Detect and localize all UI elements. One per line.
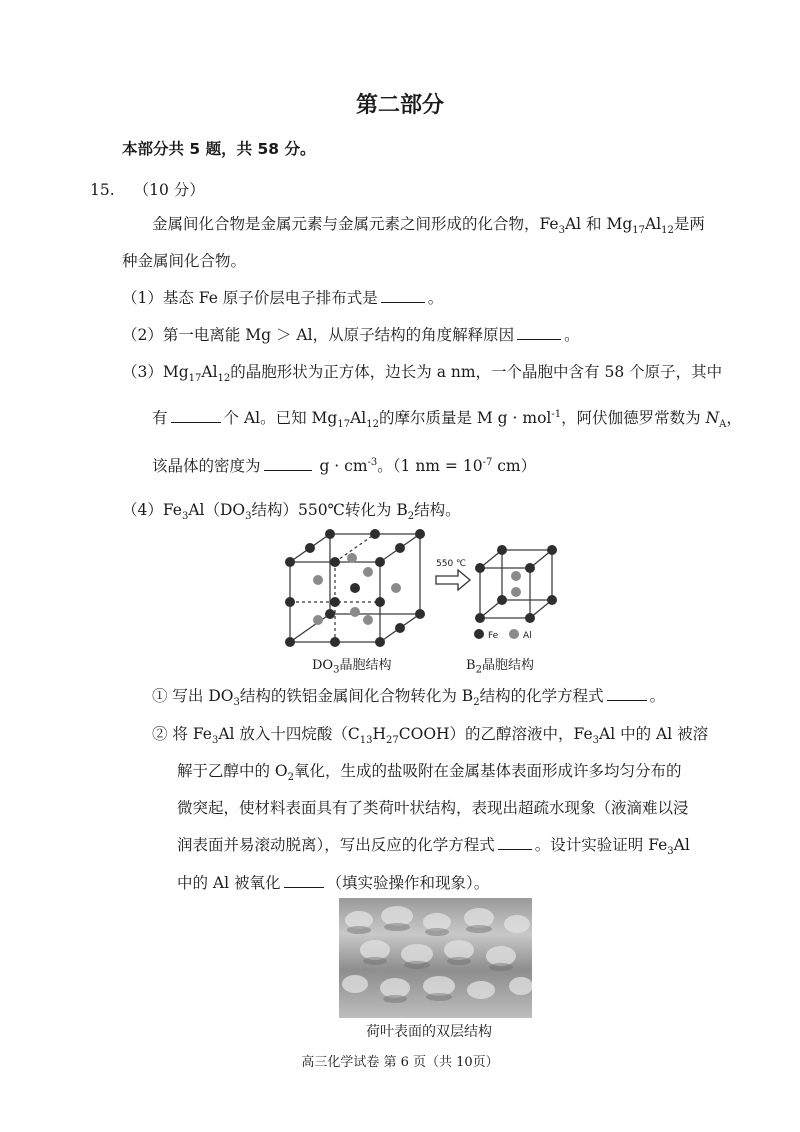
lotus-surface-texture — [339, 898, 532, 1018]
question-number: 15. — [90, 181, 115, 199]
section-title: 第二部分 — [355, 93, 444, 118]
item-2-line3: 微突起，使材料表面具有了类荷叶状结构，表现出超疏水现象（液滴难以浸 — [177, 799, 689, 817]
legend-al-label: Al — [523, 631, 532, 641]
subquestion-1: （1）基态 Fe 原子价层电子排布式是 。 — [122, 289, 444, 307]
fe-atom — [325, 609, 335, 619]
fe-atom — [325, 529, 335, 539]
subquestion-3-line3: 该晶体的密度为 $g \cdot cm^{-3}$。（1 nm = $10^{-7}$ cm） — [152, 456, 537, 475]
fe-atom — [415, 529, 425, 539]
do3-atoms — [285, 529, 425, 647]
b2-cube-front — [480, 568, 530, 618]
fe-atom — [330, 557, 340, 567]
fe-atom — [395, 623, 405, 633]
fe-atom — [475, 613, 485, 623]
answer-blank-1[interactable] — [381, 288, 425, 303]
answer-blank-4c[interactable] — [284, 873, 324, 888]
fe-atom — [547, 595, 557, 605]
legend-al-swatch — [509, 629, 519, 639]
fe-atom — [497, 545, 507, 555]
arrow-label: 550 ℃ — [436, 559, 467, 569]
legend-fe-swatch — [474, 629, 484, 639]
question-header — [90, 178, 205, 200]
al-atom — [511, 587, 521, 597]
item-2-line5: 中的 Al 被氧化 （填实验操作和现象）。 — [177, 874, 490, 892]
transition-arrow — [436, 559, 470, 590]
fe-atom — [415, 609, 425, 619]
answer-blank-4a[interactable] — [607, 686, 647, 701]
subquestion-2: （2）第一电离能 Mg ＞ Al，从原子结构的角度解释原因 。 — [122, 326, 580, 344]
fe-atom — [375, 557, 385, 567]
page-footer: 高三化学试卷 第 6 页（共 10页） — [301, 1055, 499, 1070]
fe-atom — [330, 597, 340, 607]
legend-fe-label: Fe — [488, 631, 499, 641]
fe-atom — [285, 557, 295, 567]
b2-cell-diagram — [480, 550, 552, 618]
b2-cube-back — [502, 550, 552, 600]
item-2-line2: 解于乙醇中的 $O_2$氧化，生成的盐吸附在金属基体表面形成许多均匀分布的 — [177, 762, 682, 784]
al-atom — [350, 607, 360, 617]
fe-atom — [330, 637, 340, 647]
al-atom — [363, 615, 373, 625]
question-points: （10 分） — [133, 181, 205, 199]
section-intro: 本部分共 5 题，共 58 分。 — [122, 140, 316, 158]
answer-blank-3a[interactable] — [171, 408, 221, 423]
al-atom — [313, 575, 323, 585]
fe-atom — [395, 543, 405, 553]
fe-atom — [375, 637, 385, 647]
question-intro-line1: 金属间化合物是金属元素与金属元素之间形成的化合物，$Fe_3Al$ 和 $Mg_{17}Al_{12}$是两 — [152, 215, 705, 237]
do3-caption: $DO_3$晶胞结构 — [312, 658, 392, 676]
fe-atom — [350, 583, 360, 593]
fe-atom — [497, 595, 507, 605]
fe-atom — [547, 545, 557, 555]
fe-atom — [305, 543, 315, 553]
fe-atom — [475, 563, 485, 573]
question-intro-line2: 种金属间化合物。 — [122, 252, 247, 270]
item-2-line4: 润表面并易滚动脱离），写出反应的化学方程式 。设计实验证明 $Fe_3Al$ — [177, 836, 690, 858]
fe-atom — [285, 597, 295, 607]
fe-atom — [525, 613, 535, 623]
al-atom — [363, 567, 373, 577]
lotus-surface-photo — [339, 898, 532, 1018]
answer-blank-4b[interactable] — [498, 835, 532, 850]
crystal-structure-figure — [280, 528, 570, 648]
item-1: ① 写出 $DO_3$结构的铁铝金属间化合物转化为 $B_2$结构的化学方程式 。 — [152, 687, 666, 709]
photo-caption: 荷叶表面的双层结构 — [366, 1024, 492, 1040]
subquestion-4: $(4)Fe_3Al(DO_3$结构）550℃转化为 $B_2$结构。 — [122, 501, 461, 523]
subquestion-3-line2: 有 个 Al。已知 $Mg_{17}Al_{12}$的摩尔质量是 M g · mol$^{-1}$，阿伏伽德罗常数为 $N_A$， — [152, 408, 742, 431]
fe-atom — [285, 637, 295, 647]
answer-blank-3b[interactable] — [264, 456, 312, 471]
b2-caption: $B_2$晶胞结构 — [466, 658, 534, 676]
answer-blank-2[interactable] — [517, 325, 561, 340]
subquestion-3-line1: $(3)Mg_{17}Al_{12}$的晶胞形状为正方体，边长为 a nm，一个晶胞中含有 58 个原子，其中 — [122, 363, 723, 385]
fe-atom — [525, 563, 535, 573]
fe-atom — [370, 529, 380, 539]
atom-legend — [474, 629, 532, 641]
item-2-line1: ② 将 $Fe_3Al$ 放入十四烷酸$(C_{13}H_{27}COOH)$的乙醇溶液中，$Fe_3Al$ 中的 Al 被溶 — [152, 725, 709, 747]
al-atom — [313, 615, 323, 625]
al-atom — [511, 571, 521, 581]
al-atom — [391, 583, 401, 593]
al-atom — [347, 553, 357, 563]
fe-atom — [375, 597, 385, 607]
